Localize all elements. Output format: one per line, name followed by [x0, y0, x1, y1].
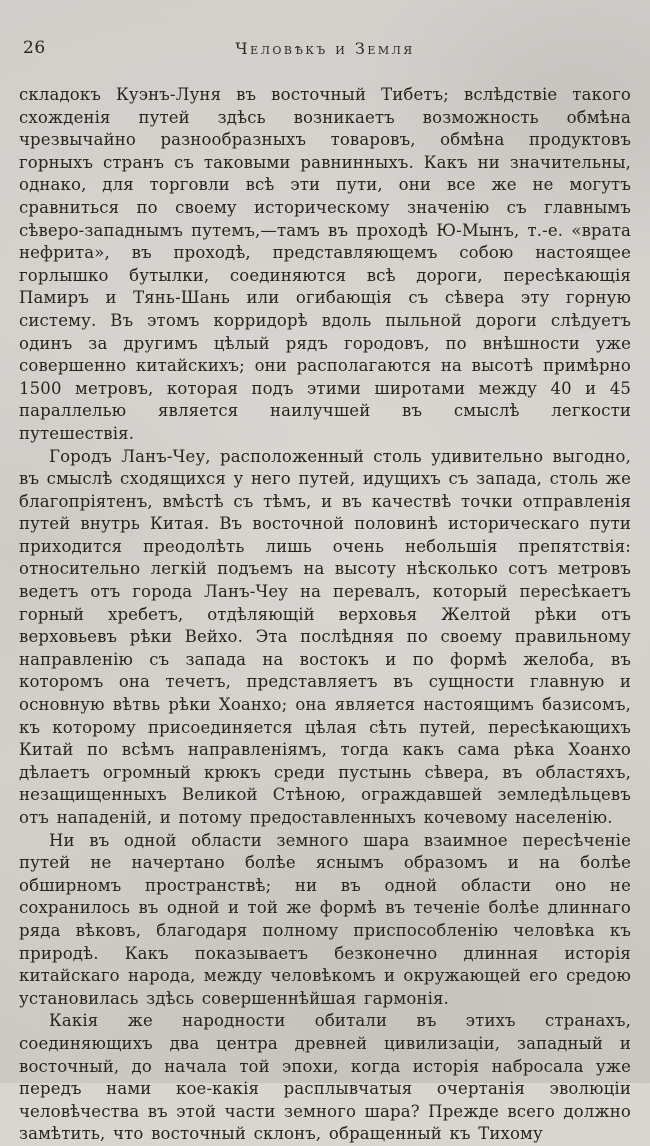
paragraph: Какія же народности обитали въ этихъ странахъ, соединяющихъ два центра древней цивилизаціи, западный и восточный, до начала той эпохи, когда исторія набросала уже передъ нами кое-какія расплывчатыя очертанія эволюціи человѣчества въ этой части земного шара? Прежде всего должно замѣтить, что восточный склонъ, обращенный къ Тихому	[19, 1011, 631, 1144]
paragraph-continuation: складокъ Куэнъ-Луня въ восточный Тибетъ; вслѣдствіе такого схожденія путей здѣсь возникаетъ возможность обмѣна чрезвычайно разнообразныхъ товаровъ, обмѣна продуктовъ горныхъ странъ съ таковыми равнинныхъ. Какъ ни значительны, однако, для торговли всѣ эти пути, они все же не могутъ сравниться по своему историческому значенію съ главнымъ сѣверо-западнымъ путемъ,—тамъ въ проходѣ Ю-Мынъ, т.-е. «врата нефрита», въ проходѣ, представляющемъ собою настоящее горлышко бутылки, соединяются всѣ дороги, пересѣкающія Памиръ и Тянь-Шань или огибающія съ сѣвера эту горную систему. Въ этомъ корридорѣ вдоль пыльной дороги слѣдуетъ одинъ за другимъ цѣлый рядъ городовъ, по внѣшности уже совершенно китайскихъ; они располагаются на высотѣ примѣрно 1500 метровъ, которая подъ этими широтами между 40 и 45 параллелью является наилучшей въ смыслѣ легкости путешествія.	[19, 85, 631, 443]
page-number: 26	[23, 38, 46, 58]
paragraph: Городъ Ланъ-Чеу, расположенный столь удивительно выгодно, въ смыслѣ сходящихся у него путей, идущихъ съ запада, столь же благопріятенъ, вмѣстѣ съ тѣмъ, и въ качествѣ точки отправленія путей внутрь Китая. Въ восточной половинѣ историческаго пути приходится преодолѣть лишь очень небольшія препятствія: относительно легкій подъемъ на высоту нѣсколько сотъ метровъ ведетъ отъ города Ланъ-Чеу на перевалъ, который пересѣкаетъ горный хребетъ, отдѣляющій верховья Желтой рѣки отъ верховьевъ рѣки Вейхо. Эта послѣдняя по своему правильному направленію съ запада на востокъ и по формѣ желоба, въ которомъ она течетъ, представляетъ въ сущности главную и основную вѣтвь рѣки Хоанхо; она является настоящимъ базисомъ, къ которому присоединяется цѣлая сѣть путей, пересѣкающихъ Китай по всѣмъ направленіямъ, тогда какъ сама рѣка Хоанхо дѣлаетъ огромный крюкъ среди пустынь сѣвера, въ областяхъ, незащищенныхъ Великой Стѣною, ограждавшей земледѣльцевъ отъ нападеній, и потому предоставленныхъ кочевому населенію.	[19, 446, 632, 827]
page-header	[19, 36, 631, 62]
page-body	[19, 84, 631, 1146]
running-title: Человѣкъ и Земля	[235, 39, 415, 58]
paragraph: Ни въ одной области земного шара взаимное пересѣченіе путей не начертано болѣе яснымъ образомъ и на болѣе обширномъ пространствѣ; ни въ одной области оно не сохранилось въ одной и той же формѣ въ теченіе болѣе длиннаго ряда вѣковъ, благодаря полному приспособленію человѣка къ природѣ. Какъ показываетъ безконечно длинная исторія китайскаго народа, между человѣкомъ и окружающей его средою установилась здѣсь совершеннѣйшая гармонія.	[19, 830, 631, 1008]
